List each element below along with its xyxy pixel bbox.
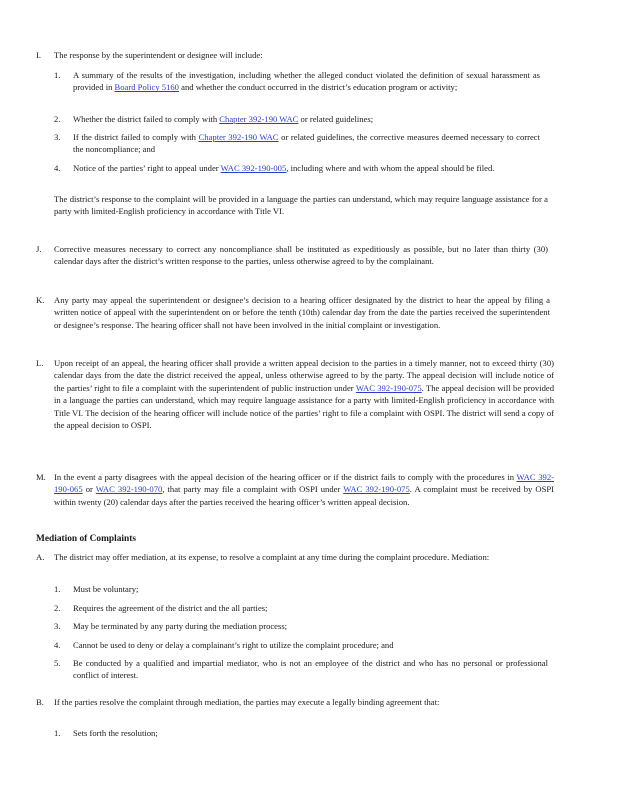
list-text: Sets forth the resolution; [73, 728, 158, 738]
wac-070-link[interactable]: WAC 392-190-070 [95, 484, 163, 495]
section-k [36, 294, 550, 331]
list-item [54, 620, 534, 632]
section-j [36, 243, 548, 268]
list-number: 2. [54, 603, 61, 613]
list-text: Whether the district failed to comply with Chapter 392-190 WAC or related guidelines; [73, 114, 374, 124]
wac-chapter-link[interactable]: Chapter 392-190 WAC [219, 114, 299, 124]
list-text: A summary of the results of the investigation, including whether the alleged conduct violated the definition of sexual harassment as provided in Board Policy 5160 and whether the conduct occurred in the district’s education program or activity; [73, 70, 540, 93]
list-number: 4. [54, 163, 61, 173]
section-label: A. [36, 552, 45, 562]
list-text: If the district failed to comply with Chapter 392-190 WAC or related guidelines, the corrective measures deemed necessary to correct the noncompliance; and [73, 132, 540, 155]
section-l [36, 357, 554, 431]
wac-075-link[interactable]: WAC 392-190-075 [343, 484, 410, 495]
section-label: B. [36, 697, 44, 707]
board-policy-link[interactable]: Board Policy 5160 [114, 82, 179, 93]
list-number: 5. [54, 658, 61, 668]
list-text: Be conducted by a qualified and impartial mediator, who is not an employee of the district and who has no personal or professional conflict of interest. [73, 658, 548, 681]
section-m [36, 471, 554, 508]
list-number: 1. [54, 728, 61, 738]
section-label: J. [36, 244, 42, 254]
section-label: K. [36, 295, 45, 305]
section-a [36, 551, 526, 563]
list-item [54, 727, 534, 739]
section-a-intro: The district may offer mediation, at its expense, to resolve a complaint at any time during the complaint procedure. Mediation: [54, 552, 490, 562]
list-number: 2. [54, 114, 61, 124]
list-item [54, 639, 540, 651]
list-number: 4. [54, 640, 61, 650]
wac-075-link[interactable]: WAC 392-190-075 [355, 382, 422, 393]
section-i-intro: The response by the superintendent or designee will include: [54, 50, 263, 60]
section-i [36, 49, 546, 61]
section-m-text: In the event a party disagrees with the appeal decision of the hearing officer or if the district fails to comply with the procedures in WAC 392-190-065 or WAC 392-190-070, that party may file a complaint with OSPI under WAC 392-190-075. A complaint must be received by OSPI within twenty (20) calendar days after the parties received the hearing officer’s written appeal decision. [54, 472, 555, 507]
wac-005-link[interactable]: WAC 392-190-005 [220, 163, 287, 173]
list-item [54, 131, 540, 156]
list-text: Cannot be used to deny or delay a complainant’s right to utilize the complaint procedure; and [73, 640, 394, 650]
list-number: 1. [54, 70, 61, 80]
mediation-heading: Mediation of Complaints [36, 534, 137, 544]
list-item [54, 583, 534, 595]
list-item [54, 69, 540, 94]
section-label: M. [36, 472, 46, 482]
list-item [54, 113, 540, 125]
wac-065-link[interactable]: WAC 392-190-065 [54, 472, 554, 495]
section-j-text: Corrective measures necessary to correct any noncompliance shall be instituted as expeditiously as possible, but no later than thirty (30) calendar days after the district’s written response to the parties, unless otherwise agreed to by the complainant. [54, 244, 548, 267]
list-text: Requires the agreement of the district and the all parties; [73, 603, 268, 613]
section-label: L. [36, 358, 44, 368]
section-k-text: Any party may appeal the superintendent or designee’s decision to a hearing officer designated by the district to hear the appeal by filing a written notice of appeal with the superintendent on or before the tenth (10th) calendar day from the date the parties received the superintendent or designee’s response. The hearing officer shall not have been involved in the initial complaint or investigation. [54, 295, 550, 330]
list-number: 3. [54, 621, 61, 631]
list-item [54, 657, 548, 682]
section-b [36, 696, 536, 708]
section-label: I. [36, 50, 42, 60]
section-i-closing: The district’s response to the complaint will be provided in a language the parties can understand, which may require language assistance for a party with limited-English proficiency in accordance with Title VI. [54, 194, 548, 217]
section-b-intro: If the parties resolve the complaint through mediation, the parties may execute a legally binding agreement that: [54, 697, 440, 707]
list-number: 3. [54, 132, 61, 142]
list-text: Must be voluntary; [73, 584, 139, 594]
list-item [54, 162, 540, 174]
list-text: May be terminated by any party during the mediation process; [73, 621, 288, 631]
list-item [54, 602, 534, 614]
list-number: 1. [54, 584, 61, 594]
list-text: Notice of the parties’ right to appeal under WAC 392-190-005, including where and with whom the appeal should be filed. [73, 163, 495, 173]
wac-chapter-link[interactable]: Chapter 392-190 WAC [198, 132, 279, 142]
section-l-text: Upon receipt of an appeal, the hearing officer shall provide a written appeal decision to the parties in a timely manner, not to exceed thirty (30) calendar days from the date the district received the appeal, unless otherwise agreed to by the party. The appeal decision will include notice of the parties’ right to file a complaint with the superintendent of public instruction under WAC 392-190-075. The appeal decision will be provided in a language the parties can understand, which may require language assistance for a party with limited-English proficiency in accordance with Title VI. The decision of the hearing officer will include notice of the parties’ right to file a complaint with OSPI. The district will send a copy of the appeal decision to OSPI. [54, 358, 554, 431]
